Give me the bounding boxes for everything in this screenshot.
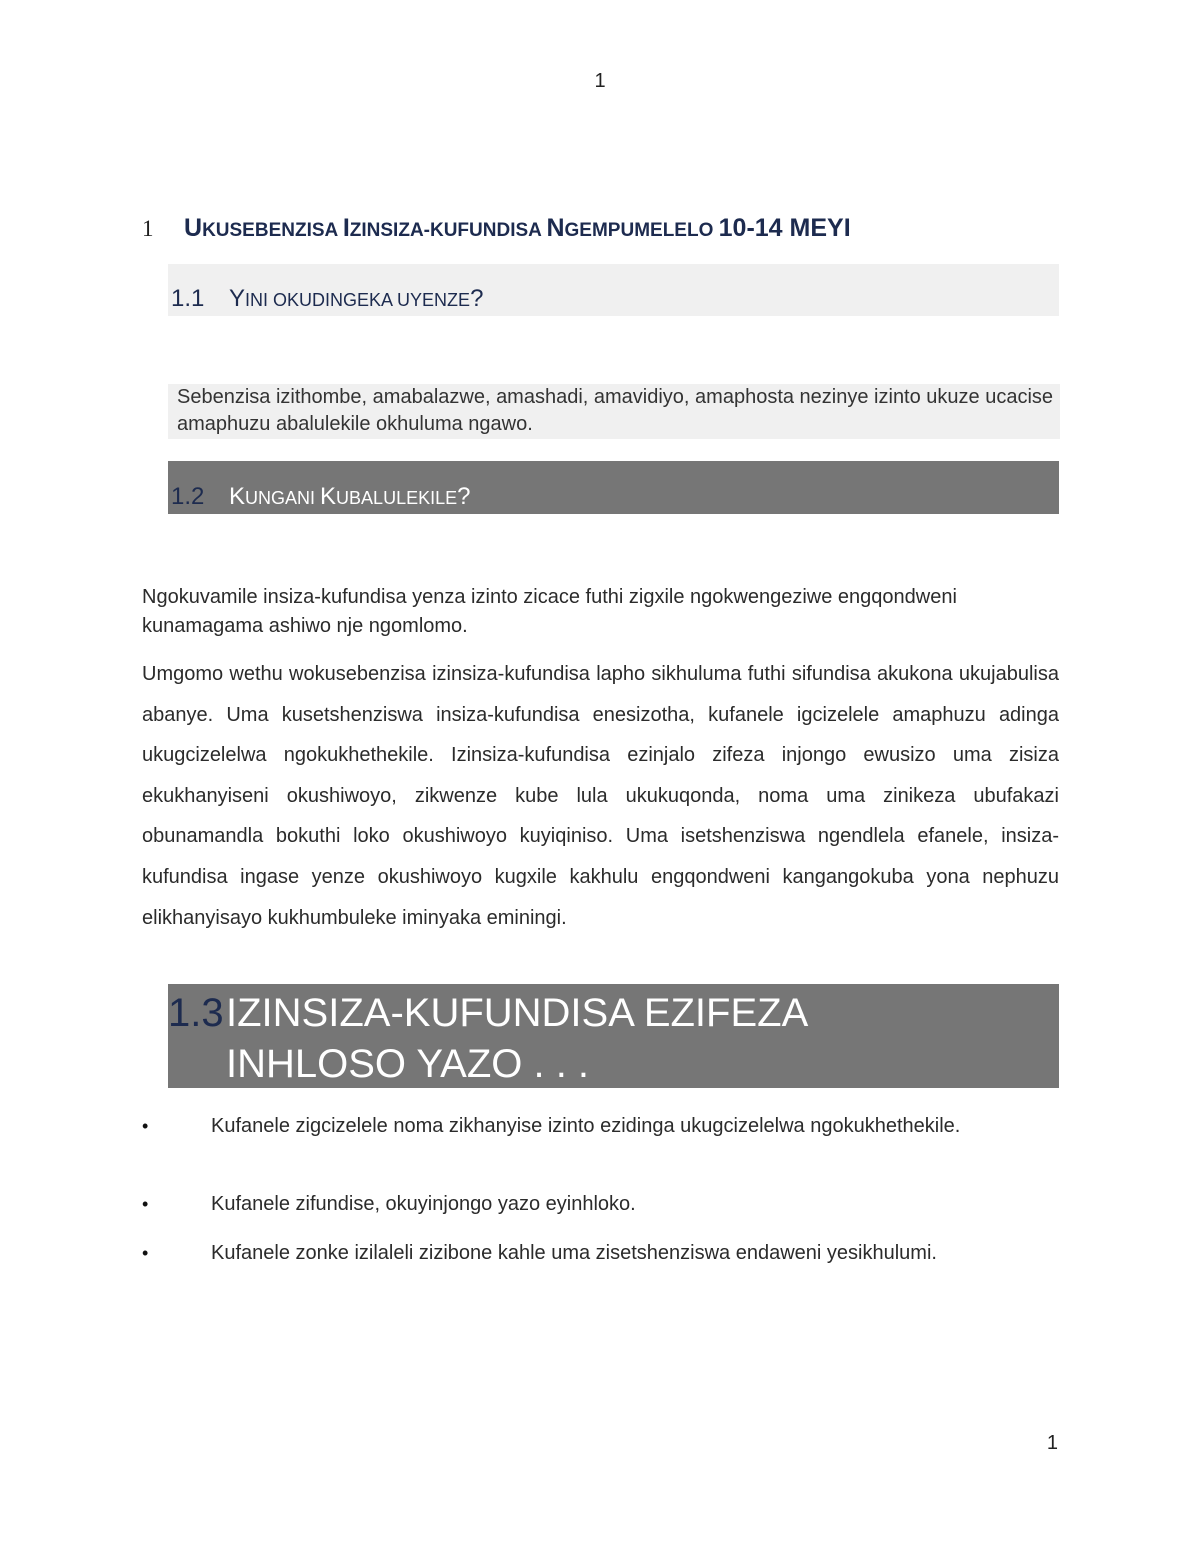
section-1-2-title-part: UNGANI [245, 488, 321, 508]
heading-1-number: 1 [142, 216, 154, 241]
bullet-icon: • [142, 1243, 149, 1263]
section-1-3-title-line-1: IZINSIZA-KUFUNDISA EZIFEZA [226, 991, 809, 1035]
section-1-2-paragraph-2: Umgomo wethu wokusebenzisa izinsiza-kufundisa lapho sikhuluma futhi sifundisa akukona ukujabulisa abanye. Uma kusetshenziswa insiza-kufundisa enesizotha, kufanele igcizelele amaphuzu adinga ukugcizelelwa ngokukhethekile. Izinsiza-kufundisa ezinjalo zifeza injongo ewusizo uma zisiza ekukhanyiseni okushiwoyo, zikwenze kube lula ukukuqonda, noma uma zinikeza ubufakazi obunamandla bokuthi loko okushiwoyo kuyiqiniso. Uma isetshenziswa ngendlela efanele, insiza-kufundisa ingase yenze okushiwoyo kugxile kakhulu engqondweni kangangokuba yona nephuzu elikhanyisayo kukhumbuleke iminyaka eminingi. [142, 663, 1059, 929]
section-1-2-title-part: K [229, 483, 246, 510]
section-1-1-title-part: Y [229, 285, 246, 312]
section-1-3-number: 1.3 [168, 991, 224, 1035]
section-1-1-title-part: ? [470, 285, 484, 312]
list-item-text: Kufanele zifundise, okuyinjongo yazo eyinhloko. [211, 1193, 636, 1215]
bullet-icon: • [142, 1194, 149, 1214]
heading-1-part: N [546, 214, 565, 242]
list-item [142, 1113, 1042, 1140]
section-1-2-paragraph-1: Ngokuvamile insiza-kufundisa yenza izinto zicace futhi zigxile ngokwengeziwe engqondweni kunamagama ashiwo nje ngomlomo. [142, 586, 957, 637]
heading-1-part: ZINSIZA-KUFUNDISA [349, 220, 547, 241]
section-1-1-title-part: INI OKUDINGEKA UYENZE [245, 290, 471, 310]
section-1-1-heading [171, 285, 483, 313]
section-1-2-title-part: UBALULEKILE [336, 488, 458, 508]
section-1-2-title-part: K [320, 483, 337, 510]
heading-1-part: KUSEBENZISA [202, 220, 343, 241]
heading-1-part: 10-14 MEYI [718, 214, 851, 242]
section-1-1-body: Sebenzisa izithombe, amabalazwe, amashadi, amavidiyo, amaphosta nezinye izinto ukuze ucacise amaphuzu abalulekile okhuluma ngawo. [168, 384, 1060, 439]
page-number-bottom: 1 [1046, 1432, 1058, 1454]
section-1-1-number: 1.1 [171, 285, 205, 312]
list-item-text: Kufanele zigcizelele noma zikhanyise izinto ezidinga ukugcizelelwa ngokukhethekile. [211, 1115, 961, 1137]
heading-1-part: I [342, 214, 350, 242]
page-number-top: 1 [594, 70, 606, 92]
heading-1-part: U [184, 214, 203, 242]
section-1-3-heading [168, 988, 1059, 1090]
list-item [142, 1191, 1042, 1218]
section-1-3-title-line-2: INHLOSO YAZO . . . [226, 1042, 590, 1086]
bullet-icon: • [142, 1116, 149, 1136]
section-1-2-title-part: ? [457, 483, 471, 510]
heading-1-part: GEMPUMELELO [564, 220, 719, 241]
section-1-2-number: 1.2 [171, 483, 205, 510]
list-item-text: Kufanele zonke izilaleli zizibone kahle uma zisetshenziswa endaweni yesikhulumi. [211, 1242, 937, 1264]
section-1-2-heading [171, 483, 470, 511]
list-item [142, 1240, 1042, 1267]
heading-1 [142, 214, 1062, 243]
